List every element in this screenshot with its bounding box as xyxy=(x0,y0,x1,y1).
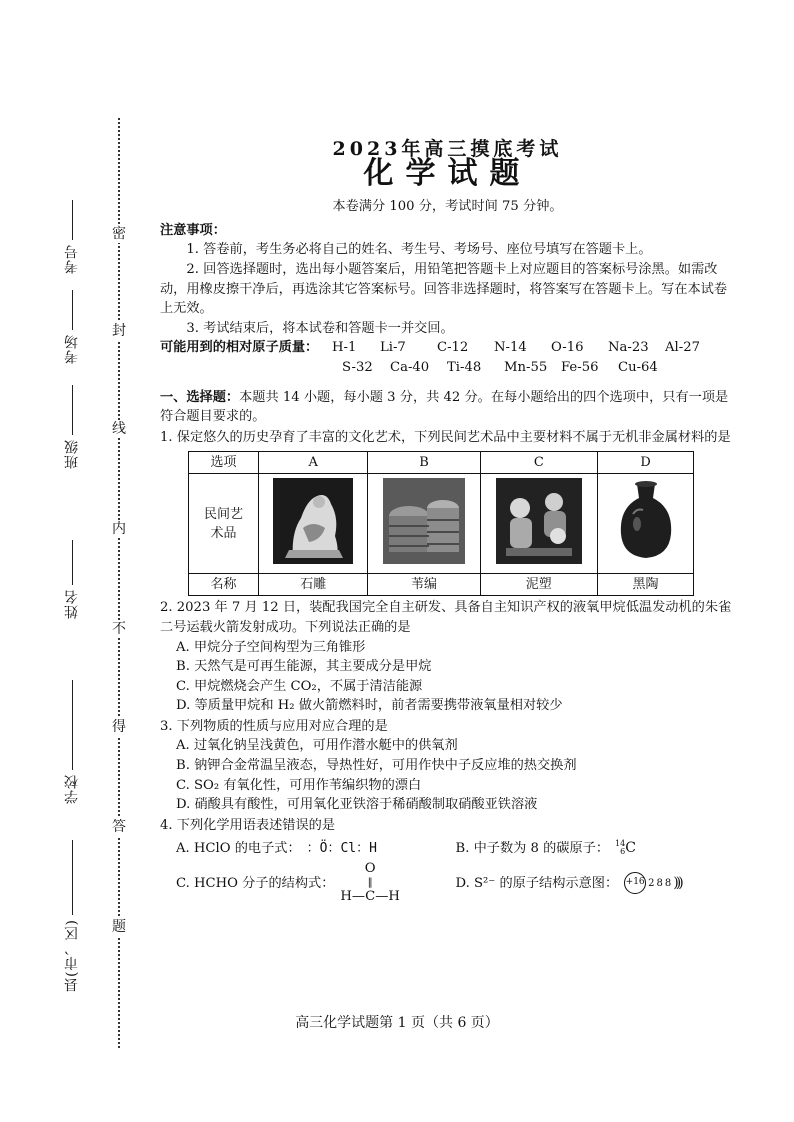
option-d: D. 硝酸具有酸性，可用氧化亚铁溶于稀硝酸制取硝酸亚铁溶液 xyxy=(176,797,538,813)
table-header: B xyxy=(368,452,480,474)
art-name: 苇编 xyxy=(368,574,480,596)
question-1-table xyxy=(188,451,694,596)
option-row xyxy=(160,835,735,861)
field-label: 班级 xyxy=(64,439,80,469)
atomic-mass: Al-27 xyxy=(665,340,700,356)
option-a: A. 甲烷分子空间构型为三角锥形 xyxy=(176,639,366,655)
option-row xyxy=(160,861,735,905)
atomic-mass: Mn-55 xyxy=(504,359,548,375)
seal-char: 线 xyxy=(112,421,126,437)
atomic-mass: S-32 xyxy=(342,359,373,375)
seal-char: 内 xyxy=(112,521,126,537)
option-c: C. 甲烷燃烧会产生 CO₂，不属于清洁能源 xyxy=(176,678,423,694)
table-header: A xyxy=(259,452,368,474)
seal-char: 封 xyxy=(112,323,126,339)
question-2-stem: 2. 2023 年 7 月 12 日，装配我国完全自主研发、具备自主知识产权的液氧甲烷低温发动机的朱雀二号运载火箭发射成功。下列说法正确的是 xyxy=(160,600,732,635)
atomic-mass: C-12 xyxy=(437,340,469,356)
carbon-isotope: 14 6 C xyxy=(615,839,636,857)
atomic-mass: Cu-64 xyxy=(618,359,658,375)
atomic-masses-label: 可能用到的相对原子质量： xyxy=(160,340,319,356)
atomic-mass: Na-23 xyxy=(608,340,649,356)
art-name: 泥塑 xyxy=(480,574,598,596)
option-a: A. HClO 的电子式： ：Ö：Cl：H xyxy=(176,839,456,859)
field-label: 学校 xyxy=(64,774,80,804)
option-c: C. SO₂ 有氧化性，可用作苇编织物的漂白 xyxy=(176,777,422,793)
field-name[interactable] xyxy=(62,540,82,619)
field-label: 县(市、区) xyxy=(64,919,80,992)
question-1-stem: 1. 保定悠久的历史孕育了丰富的文化艺术，下列民间艺术品中主要材料不属于无机非金属材料的是 xyxy=(160,429,731,445)
hcho-structural-formula: O ‖ H—C—H xyxy=(340,861,400,905)
page-footer: 高三化学试题第 1 页（共 6 页） xyxy=(295,1015,499,1031)
field-class[interactable] xyxy=(62,385,82,469)
option-d: D. 等质量甲烷和 H₂ 做火箭燃料时，前者需要携带液氧量相对较少 xyxy=(176,698,563,714)
exam-title: 2023年高三摸底考试 xyxy=(332,138,563,160)
option-b: B. 天然气是可再生能源，其主要成分是甲烷 xyxy=(176,659,432,675)
notice-item: 1. 答卷前，考生务必将自己的姓名、考生号、考场号、座位号填写在答题卡上。 xyxy=(186,242,652,258)
option-c: C. HCHO 分子的结构式： O ‖ H—C—H xyxy=(176,861,400,905)
question-3-stem: 3. 下列物质的性质与应用对应合理的是 xyxy=(160,718,388,734)
atomic-mass: Ti-48 xyxy=(447,359,482,375)
field-label: 姓名 xyxy=(64,589,80,619)
exam-content xyxy=(160,140,735,905)
atomic-mass: Fe-56 xyxy=(561,359,599,375)
option-b: B. 钠钾合金常温呈液态，导热性好，可用作快中子反应堆的热交换剂 xyxy=(176,758,577,774)
black-pottery-image xyxy=(598,474,694,574)
exam-meta: 本卷满分 100 分，考试时间 75 分钟。 xyxy=(332,199,563,215)
atomic-masses-row xyxy=(160,338,735,358)
section-heading xyxy=(160,388,735,427)
notice-item: 3. 考试结束后，将本试卷和答题卡一并交回。 xyxy=(186,320,454,336)
seal-char: 密 xyxy=(112,226,126,242)
atomic-mass: H-1 xyxy=(332,340,357,356)
notice-heading: 注意事项： xyxy=(160,222,226,238)
electron-formula: ：Ö：Cl：H xyxy=(306,840,377,856)
option-d: D. S²⁻ 的原子结构示意图： +16 2 8 8 ))) xyxy=(456,872,736,894)
table-header: 选项 xyxy=(189,452,259,474)
field-county[interactable] xyxy=(62,840,82,992)
atomic-mass: Li-7 xyxy=(380,340,406,356)
table-header: C xyxy=(480,452,598,474)
field-school[interactable] xyxy=(62,680,82,804)
question-4-stem: 4. 下列化学用语表述错误的是 xyxy=(160,817,336,833)
art-name: 黑陶 xyxy=(598,574,694,596)
seal-line xyxy=(118,118,120,1048)
clay-sculpture-image xyxy=(480,474,598,574)
sulfide-structure-diagram: +16 2 8 8 ))) xyxy=(624,872,681,894)
seal-char: 答 xyxy=(112,819,126,835)
seal-char: 不 xyxy=(112,621,126,637)
subject-title: 化学试题 xyxy=(363,155,532,191)
field-exam-number[interactable] xyxy=(62,200,82,274)
option-b: B. 中子数为 8 的碳原子： 14 6 C xyxy=(455,839,636,857)
field-label: 考场 xyxy=(64,334,80,364)
table-row-label: 名称 xyxy=(189,574,259,596)
atomic-mass: N-14 xyxy=(494,340,527,356)
section-title: 一、选择题： xyxy=(160,389,240,405)
section-description: 本题共 14 小题，每小题 3 分，共 42 分。在每小题给出的四个选项中，只有一项是符合题目要求的。 xyxy=(160,389,729,425)
table-row-label: 民间艺术品 xyxy=(189,474,259,574)
field-label: 考号 xyxy=(64,244,80,274)
art-name: 石雕 xyxy=(259,574,368,596)
notice-item: 2. 回答选择题时，选出每小题答案后，用铅笔把答题卡上对应题目的答案标号涂黑。如需改动，用橡皮擦干净后，再选涂其它答案标号。回答非选择题时，将答案写在答题卡上。写在本试卷上无效。 xyxy=(160,261,728,317)
atomic-mass: Ca-40 xyxy=(390,359,430,375)
table-header: D xyxy=(598,452,694,474)
atomic-mass: O-16 xyxy=(551,340,584,356)
option-a: A. 过氧化钠呈浅黄色，可用作潜水艇中的供氧剂 xyxy=(176,738,458,754)
atomic-masses-row xyxy=(160,358,735,378)
stone-carving-image xyxy=(259,474,368,574)
seal-char: 题 xyxy=(112,919,126,935)
seal-char: 得 xyxy=(112,719,126,735)
reed-weaving-image xyxy=(368,474,480,574)
field-exam-room[interactable] xyxy=(62,290,82,364)
